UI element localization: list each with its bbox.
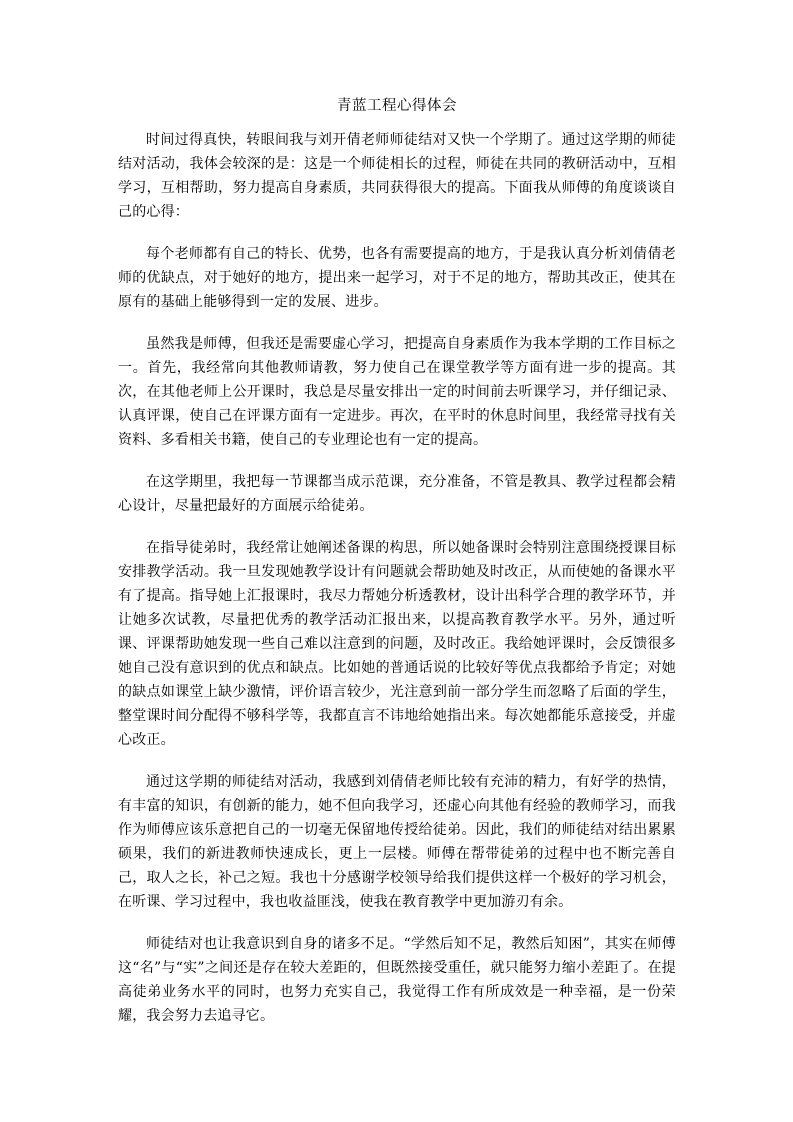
- paragraph-5: 在指导徒弟时，我经常让她阐述备课的构思，所以她备课时会特别注意围绕授课目标安排教学活动。我一旦发现她教学设计有问题就会帮助她及时改正，从而使她的备课水平有了提高。指导她上汇报课时，我尽力帮她分析透教材，设计出科学合理的教学环节，并让她多次试教，尽量把优秀的教学活动汇报出来，以提高教育教学水平。另外，通过听课、评课帮助她发现一些自己难以注意到的问题，及时改正。我给她评课时，会反馈很多她自己没有意识到的优点和缺点。比如她的普通话说的比较好等优点我都给予肯定；对她的缺点如课堂上缺少激情，评价语言较少，光注意到前一部分学生而忽略了后面的学生，整堂课时间分配得不够科学等，我都直言不讳地给她指出来。每次她都能乐意接受，并虚心改正。: [118, 540, 676, 748]
- paragraph-6: 通过这学期的师徒结对活动，我感到刘倩倩老师比较有充沛的精力，有好学的热情，有丰富的知识，有创新的能力，她不但向我学习，还虚心向其他有经验的教师学习，而我作为师傅应该乐意把自己的一切毫无保留地传授给徒弟。因此，我们的师徒结对结出累累硕果，我们的新进教师快速成长，更上一层楼。师傅在帮带徒弟的过程中也不断完善自己，取人之长，补己之短。我也十分感谢学校领导给我们提供这样一个极好的学习机会，在听课、学习过程中，我也收益匪浅，使我在教育教学中更加游刃有余。: [118, 774, 676, 910]
- paragraph-3: 虽然我是师傅，但我还是需要虚心学习，把提高自身素质作为我本学期的工作目标之一。首先，我经常向其他教师请教，努力使自己在课堂教学等方面有进一步的提高。其次，在其他老师上公开课时，我总是尽量安排出一定的时间前去听课学习，并仔细记录、认真评课，使自己在评课方面有一定进步。再次，在平时的休息时间里，我经常寻找有关资料、多看相关书籍，使自己的专业理论也有一定的提高。: [118, 336, 676, 448]
- document-page: [118, 96, 676, 1046]
- paragraph-2: 每个老师都有自己的特长、优势，也各有需要提高的地方，于是我认真分析刘倩倩老师的优缺点，对于她好的地方，提出来一起学习，对于不足的地方，帮助其改正，使其在原有的基础上能够得到一定的发展、进步。: [118, 246, 676, 310]
- paragraph-1: 时间过得真快，转眼间我与刘开倩老师师徒结对又快一个学期了。通过这学期的师徒结对活动，我体会较深的是：这是一个师徒相长的过程，师徒在共同的教研活动中，互相学习，互相帮助，努力提高自身素质，共同获得很大的提高。下面我从师傅的角度谈谈自己的心得：: [118, 132, 676, 220]
- paragraph-7: 师徒结对也让我意识到自身的诸多不足。“学然后知不足，教然后知困”，其实在师傅这“名”与“实”之间还是存在较大差距的，但既然接受重任，就只能努力缩小差距了。在提高徒弟业务水平的同时，也努力充实自己，我觉得工作有所成效是一种幸福，是一份荣耀，我会努力去追寻它。: [118, 936, 676, 1024]
- document-title: 青蓝工程心得体会: [337, 98, 457, 114]
- paragraph-4: 在这学期里，我把每一节课都当成示范课，充分准备，不管是教具、教学过程都会精心设计，尽量把最好的方面展示给徒弟。: [118, 474, 676, 514]
